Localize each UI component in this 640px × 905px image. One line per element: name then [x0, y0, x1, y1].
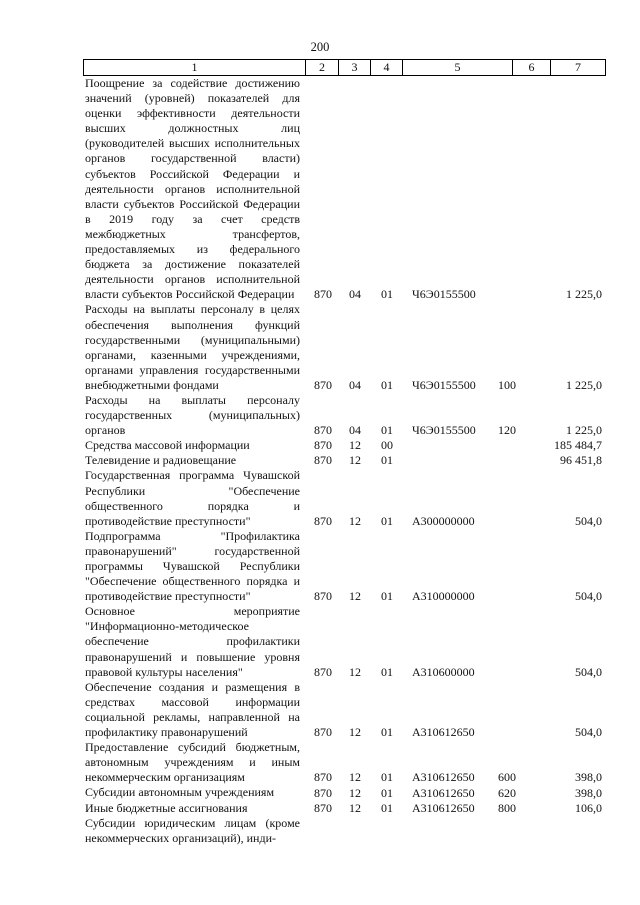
row-amount: 504,0 [575, 589, 602, 604]
row-section: 12 [349, 589, 361, 604]
header-col-7: 7 [551, 60, 606, 76]
table-row [85, 302, 605, 393]
header-col-5: 5 [403, 60, 513, 76]
row-amount: 106,0 [575, 800, 602, 815]
table-row [85, 468, 605, 528]
row-subsection: 01 [381, 785, 393, 800]
row-section: 12 [349, 725, 361, 740]
row-admin-code: 870 [314, 800, 332, 815]
row-amount: 1 225,0 [566, 423, 602, 438]
row-subsection: 01 [381, 513, 393, 528]
table-row [85, 453, 605, 468]
row-admin-code: 870 [314, 664, 332, 679]
row-section: 12 [349, 785, 361, 800]
row-admin-code: 870 [314, 513, 332, 528]
row-amount: 504,0 [575, 664, 602, 679]
row-description: Основное мероприятие "Информационно-методическое обеспечение профилактики правонарушений и повышение уровня правовой культуры населения" [85, 604, 300, 679]
row-amount: 1 225,0 [566, 287, 602, 302]
row-expense-type: 620 [498, 785, 516, 800]
table-row [85, 740, 605, 785]
row-admin-code: 870 [314, 423, 332, 438]
row-target-code: А310612650 [412, 800, 475, 815]
row-target-code: Ч6Э0155500 [412, 423, 476, 438]
table-header [83, 59, 606, 76]
table-row [85, 393, 605, 438]
row-description: Обеспечение создания и размещения в средствах массовой информации социальной рекламы, направленной на профилактику правонарушений [85, 679, 300, 740]
row-description: Телевидение и радиовещание [85, 453, 237, 468]
row-target-code: А310600000 [412, 664, 475, 679]
row-amount: 1 225,0 [566, 377, 602, 392]
row-description: Поощрение за содействие достижению значений (уровней) показателей для оценки эффективности деятельности высших должностных лиц (руководителей высших исполнительных органов государственной власти) субъектов Российской Федерации и деятельности органов исполнительной власти субъектов Российской Федерации в 2019 году за счет средств межбюджетных трансфертов, предоставляемых из федерального бюджета за достижение показателей деятельности органов исполнительной власти субъектов Российской Федерации [85, 76, 300, 302]
row-description: Иные бюджетные ассигнования [85, 800, 248, 815]
row-section: 04 [349, 423, 361, 438]
page-number: 200 [310, 40, 330, 54]
row-subsection: 00 [381, 438, 393, 453]
row-amount: 398,0 [575, 785, 602, 800]
row-subsection: 01 [381, 453, 393, 468]
header-col-1: 1 [84, 60, 306, 76]
row-admin-code: 870 [314, 438, 332, 453]
header-col-4: 4 [371, 60, 403, 76]
table-row [85, 604, 605, 679]
row-admin-code: 870 [314, 785, 332, 800]
row-admin-code: 870 [314, 453, 332, 468]
row-subsection: 01 [381, 800, 393, 815]
row-amount: 185 484,7 [554, 438, 602, 453]
row-subsection: 01 [381, 770, 393, 785]
table-row [85, 785, 605, 800]
row-target-code: Ч6Э0155500 [412, 287, 476, 302]
row-expense-type: 120 [498, 423, 516, 438]
row-subsection: 01 [381, 423, 393, 438]
row-admin-code: 870 [314, 589, 332, 604]
row-subsection: 01 [381, 377, 393, 392]
row-admin-code: 870 [314, 725, 332, 740]
row-description: Субсидии автономным учреждениям [85, 785, 275, 800]
row-target-code: А310000000 [412, 589, 475, 604]
row-target-code: А310612650 [412, 770, 475, 785]
header-col-3: 3 [339, 60, 371, 76]
row-description: Предоставление субсидий бюджетным, автономным учреждениям и иным некоммерческим организациям [85, 740, 300, 785]
row-target-code: А300000000 [412, 513, 475, 528]
row-amount: 96 451,8 [560, 453, 602, 468]
row-section: 12 [349, 438, 361, 453]
header-col-6: 6 [513, 60, 551, 76]
table-body [85, 76, 605, 846]
row-subsection: 01 [381, 664, 393, 679]
row-description: Государственная программа Чувашской Республики "Обеспечение общественного порядка и противодействие преступности" [85, 468, 300, 528]
row-target-code: А310612650 [412, 725, 475, 740]
table-row [85, 438, 605, 453]
table-row [85, 76, 605, 302]
row-amount: 504,0 [575, 725, 602, 740]
table-row [85, 529, 605, 604]
row-target-code: Ч6Э0155500 [412, 377, 476, 392]
row-description: Средства массовой информации [85, 438, 250, 453]
row-description: Расходы на выплаты персоналу государственных (муниципальных) органов [85, 392, 300, 438]
row-admin-code: 870 [314, 377, 332, 392]
row-subsection: 01 [381, 725, 393, 740]
row-admin-code: 870 [314, 770, 332, 785]
row-amount: 398,0 [575, 770, 602, 785]
table-row [85, 816, 605, 846]
table-row [85, 680, 605, 740]
row-section: 12 [349, 664, 361, 679]
row-section: 04 [349, 287, 361, 302]
row-subsection: 01 [381, 589, 393, 604]
row-section: 12 [349, 513, 361, 528]
row-expense-type: 100 [498, 377, 516, 392]
row-amount: 504,0 [575, 513, 602, 528]
row-expense-type: 800 [498, 800, 516, 815]
row-description: Подпрограмма "Профилактика правонарушений" государственной программы Чувашской Республики "Обеспечение общественного порядка и противодействие преступности" [85, 528, 300, 604]
row-subsection: 01 [381, 287, 393, 302]
header-col-2: 2 [306, 60, 339, 76]
row-admin-code: 870 [314, 287, 332, 302]
row-description: Субсидии юридическим лицам (кроме некоммерческих организаций), инди- [85, 815, 300, 845]
row-section: 04 [349, 377, 361, 392]
row-target-code: А310612650 [412, 785, 475, 800]
row-description: Расходы на выплаты персоналу в целях обеспечения выполнения функций государственными (муниципальными) органами, казенными учреждениями, органами управления государственными внебюджетными фондами [85, 302, 300, 392]
row-expense-type: 600 [498, 770, 516, 785]
table-row [85, 801, 605, 816]
row-section: 12 [349, 770, 361, 785]
row-section: 12 [349, 800, 361, 815]
row-section: 12 [349, 453, 361, 468]
